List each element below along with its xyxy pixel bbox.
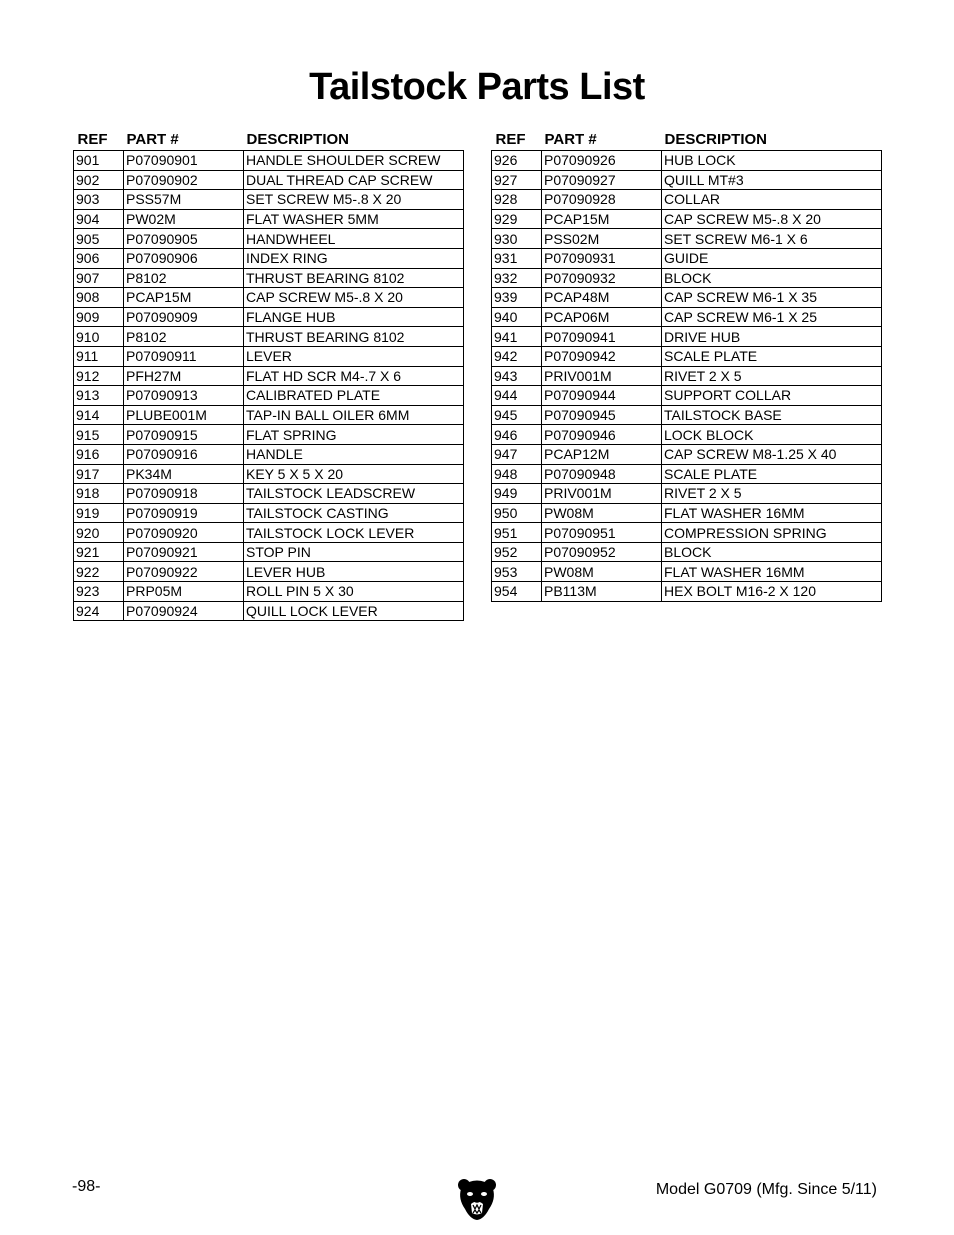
description-cell: QUILL MT#3 bbox=[662, 170, 882, 190]
description-cell: DUAL THREAD CAP SCREW bbox=[244, 170, 464, 190]
description-cell: CAP SCREW M8-1.25 X 40 bbox=[662, 444, 882, 464]
table-row bbox=[74, 307, 464, 327]
table-row bbox=[492, 503, 882, 523]
table-row bbox=[74, 346, 464, 366]
part-number-cell: PW08M bbox=[542, 503, 662, 523]
ref-cell: 911 bbox=[74, 346, 124, 366]
table-row bbox=[74, 542, 464, 562]
table-row bbox=[74, 190, 464, 210]
table-row bbox=[492, 151, 882, 171]
part-number-cell: P07090922 bbox=[124, 562, 244, 582]
table-row bbox=[74, 366, 464, 386]
part-number-cell: P07090906 bbox=[124, 248, 244, 268]
column-header-description: DESCRIPTION bbox=[246, 131, 350, 148]
part-number-cell: P07090921 bbox=[124, 542, 244, 562]
ref-cell: 948 bbox=[492, 464, 542, 484]
description-cell: INDEX RING bbox=[244, 248, 464, 268]
table-row bbox=[74, 229, 464, 249]
ref-cell: 949 bbox=[492, 484, 542, 504]
ref-cell: 917 bbox=[74, 464, 124, 484]
bear-head-logo-graphic bbox=[457, 1177, 497, 1221]
parts-table-left-body bbox=[74, 151, 464, 621]
part-number-cell: P07090951 bbox=[542, 523, 662, 543]
ref-cell: 950 bbox=[492, 503, 542, 523]
table-row bbox=[492, 582, 882, 602]
part-number-cell: P07090909 bbox=[124, 307, 244, 327]
part-number-cell: PSS57M bbox=[124, 190, 244, 210]
table-row bbox=[492, 268, 882, 288]
description-cell: QUILL LOCK LEVER bbox=[244, 601, 464, 621]
part-number-cell: PCAP12M bbox=[542, 444, 662, 464]
part-number-cell: P07090915 bbox=[124, 425, 244, 445]
table-row bbox=[492, 542, 882, 562]
table-row bbox=[492, 209, 882, 229]
ref-cell: 909 bbox=[74, 307, 124, 327]
ref-cell: 944 bbox=[492, 386, 542, 406]
description-cell: SET SCREW M5-.8 X 20 bbox=[244, 190, 464, 210]
part-number-cell: P07090941 bbox=[542, 327, 662, 347]
model-info: Model G0709 (Mfg. Since 5/11) bbox=[655, 1181, 877, 1198]
page-title: Tailstock Parts List bbox=[309, 66, 645, 108]
table-row bbox=[492, 248, 882, 268]
description-cell: CAP SCREW M5-.8 X 20 bbox=[662, 209, 882, 229]
table-row bbox=[74, 170, 464, 190]
description-cell: HANDLE SHOULDER SCREW bbox=[244, 151, 464, 171]
table-row bbox=[74, 268, 464, 288]
description-cell: SCALE PLATE bbox=[662, 464, 882, 484]
parts-table-right-body bbox=[492, 151, 882, 602]
part-number-cell: PB113M bbox=[542, 582, 662, 602]
description-cell: BLOCK bbox=[662, 268, 882, 288]
description-cell: LOCK BLOCK bbox=[662, 425, 882, 445]
description-cell: FLANGE HUB bbox=[244, 307, 464, 327]
part-number-cell: P07090945 bbox=[542, 405, 662, 425]
description-cell: COMPRESSION SPRING bbox=[662, 523, 882, 543]
ref-cell: 919 bbox=[74, 503, 124, 523]
description-cell: CAP SCREW M5-.8 X 20 bbox=[244, 288, 464, 308]
ref-cell: 913 bbox=[74, 386, 124, 406]
part-number-cell: P07090920 bbox=[124, 523, 244, 543]
part-number-cell: PW02M bbox=[124, 209, 244, 229]
table-row bbox=[74, 523, 464, 543]
part-number-cell: PRIV001M bbox=[542, 484, 662, 504]
description-cell: HUB LOCK bbox=[662, 151, 882, 171]
column-header-part: PART # bbox=[544, 131, 597, 148]
table-row bbox=[74, 209, 464, 229]
table-row bbox=[74, 386, 464, 406]
bear-head-logo-icon bbox=[457, 1177, 497, 1221]
ref-cell: 910 bbox=[74, 327, 124, 347]
table-header-row bbox=[74, 124, 464, 151]
parts-table-right bbox=[491, 124, 882, 602]
part-number-cell: P8102 bbox=[124, 327, 244, 347]
part-number-cell: P07090918 bbox=[124, 484, 244, 504]
ref-cell: 943 bbox=[492, 366, 542, 386]
part-number-cell: P07090905 bbox=[124, 229, 244, 249]
table-row bbox=[492, 562, 882, 582]
description-cell: COLLAR bbox=[662, 190, 882, 210]
part-number-cell: PCAP15M bbox=[124, 288, 244, 308]
table-row bbox=[492, 288, 882, 308]
part-number-cell: P07090913 bbox=[124, 386, 244, 406]
ref-cell: 905 bbox=[74, 229, 124, 249]
table-row bbox=[492, 464, 882, 484]
description-cell: TAILSTOCK LOCK LEVER bbox=[244, 523, 464, 543]
description-cell: SCALE PLATE bbox=[662, 346, 882, 366]
ref-cell: 923 bbox=[74, 582, 124, 602]
part-number-cell: PCAP06M bbox=[542, 307, 662, 327]
description-cell: FLAT WASHER 16MM bbox=[662, 562, 882, 582]
ref-cell: 907 bbox=[74, 268, 124, 288]
part-number-cell: P07090931 bbox=[542, 248, 662, 268]
description-cell: FLAT HD SCR M4-.7 X 6 bbox=[244, 366, 464, 386]
description-cell: FLAT WASHER 5MM bbox=[244, 209, 464, 229]
part-number-cell: PRIV001M bbox=[542, 366, 662, 386]
ref-cell: 931 bbox=[492, 248, 542, 268]
table-header-row bbox=[492, 124, 882, 151]
ref-cell: 939 bbox=[492, 288, 542, 308]
ref-cell: 940 bbox=[492, 307, 542, 327]
ref-cell: 952 bbox=[492, 542, 542, 562]
ref-cell: 932 bbox=[492, 268, 542, 288]
table-row bbox=[492, 386, 882, 406]
table-row bbox=[492, 346, 882, 366]
part-number-cell: P07090952 bbox=[542, 542, 662, 562]
description-cell: RIVET 2 X 5 bbox=[662, 484, 882, 504]
table-row bbox=[74, 405, 464, 425]
ref-cell: 908 bbox=[74, 288, 124, 308]
description-cell: HANDLE bbox=[244, 444, 464, 464]
part-number-cell: P07090911 bbox=[124, 346, 244, 366]
part-number-cell: P07090942 bbox=[542, 346, 662, 366]
description-cell: LEVER bbox=[244, 346, 464, 366]
page-number: -98- bbox=[72, 1178, 101, 1195]
ref-cell: 920 bbox=[74, 523, 124, 543]
part-number-cell: PFH27M bbox=[124, 366, 244, 386]
description-cell: TAILSTOCK BASE bbox=[662, 405, 882, 425]
part-number-cell: P07090902 bbox=[124, 170, 244, 190]
part-number-cell: P07090946 bbox=[542, 425, 662, 445]
ref-cell: 947 bbox=[492, 444, 542, 464]
ref-cell: 914 bbox=[74, 405, 124, 425]
description-cell: LEVER HUB bbox=[244, 562, 464, 582]
ref-cell: 942 bbox=[492, 346, 542, 366]
table-row bbox=[74, 288, 464, 308]
ref-cell: 926 bbox=[492, 151, 542, 171]
column-header-description: DESCRIPTION bbox=[664, 131, 768, 148]
ref-cell: 918 bbox=[74, 484, 124, 504]
table-row bbox=[492, 405, 882, 425]
table-row bbox=[74, 444, 464, 464]
description-cell: KEY 5 X 5 X 20 bbox=[244, 464, 464, 484]
table-row bbox=[492, 190, 882, 210]
table-row bbox=[492, 444, 882, 464]
description-cell: DRIVE HUB bbox=[662, 327, 882, 347]
part-number-cell: P07090927 bbox=[542, 170, 662, 190]
ref-cell: 915 bbox=[74, 425, 124, 445]
table-row bbox=[74, 151, 464, 171]
parts-table-left bbox=[73, 124, 464, 621]
ref-cell: 945 bbox=[492, 405, 542, 425]
ref-cell: 904 bbox=[74, 209, 124, 229]
part-number-cell: PRP05M bbox=[124, 582, 244, 602]
table-row bbox=[492, 523, 882, 543]
part-number-cell: PK34M bbox=[124, 464, 244, 484]
ref-cell: 927 bbox=[492, 170, 542, 190]
description-cell: THRUST BEARING 8102 bbox=[244, 327, 464, 347]
table-row bbox=[492, 327, 882, 347]
description-cell: GUIDE bbox=[662, 248, 882, 268]
table-row bbox=[74, 582, 464, 602]
ref-cell: 921 bbox=[74, 542, 124, 562]
part-number-cell: P07090916 bbox=[124, 444, 244, 464]
table-row bbox=[492, 307, 882, 327]
part-number-cell: P07090919 bbox=[124, 503, 244, 523]
ref-cell: 903 bbox=[74, 190, 124, 210]
part-number-cell: PCAP48M bbox=[542, 288, 662, 308]
ref-cell: 953 bbox=[492, 562, 542, 582]
table-row bbox=[74, 248, 464, 268]
description-cell: SUPPORT COLLAR bbox=[662, 386, 882, 406]
part-number-cell: PCAP15M bbox=[542, 209, 662, 229]
ref-cell: 924 bbox=[74, 601, 124, 621]
description-cell: HANDWHEEL bbox=[244, 229, 464, 249]
table-row bbox=[492, 366, 882, 386]
description-cell: SET SCREW M6-1 X 6 bbox=[662, 229, 882, 249]
table-row bbox=[74, 601, 464, 621]
table-row bbox=[492, 170, 882, 190]
part-number-cell: P07090948 bbox=[542, 464, 662, 484]
ref-cell: 930 bbox=[492, 229, 542, 249]
ref-cell: 928 bbox=[492, 190, 542, 210]
ref-cell: 912 bbox=[74, 366, 124, 386]
part-number-cell: P07090926 bbox=[542, 151, 662, 171]
part-number-cell: P07090924 bbox=[124, 601, 244, 621]
table-row bbox=[74, 327, 464, 347]
part-number-cell: PSS02M bbox=[542, 229, 662, 249]
ref-cell: 941 bbox=[492, 327, 542, 347]
column-header-part: PART # bbox=[126, 131, 179, 148]
part-number-cell: P07090901 bbox=[124, 151, 244, 171]
table-row bbox=[492, 229, 882, 249]
part-number-cell: PLUBE001M bbox=[124, 405, 244, 425]
table-row bbox=[74, 464, 464, 484]
ref-cell: 954 bbox=[492, 582, 542, 602]
description-cell: THRUST BEARING 8102 bbox=[244, 268, 464, 288]
description-cell: TAP-IN BALL OILER 6MM bbox=[244, 405, 464, 425]
ref-cell: 906 bbox=[74, 248, 124, 268]
ref-cell: 929 bbox=[492, 209, 542, 229]
description-cell: CAP SCREW M6-1 X 35 bbox=[662, 288, 882, 308]
ref-cell: 946 bbox=[492, 425, 542, 445]
description-cell: RIVET 2 X 5 bbox=[662, 366, 882, 386]
description-cell: TAILSTOCK CASTING bbox=[244, 503, 464, 523]
column-header-ref: REF bbox=[77, 131, 108, 148]
part-number-cell: PW08M bbox=[542, 562, 662, 582]
table-row bbox=[492, 484, 882, 504]
ref-cell: 916 bbox=[74, 444, 124, 464]
description-cell: HEX BOLT M16-2 X 120 bbox=[662, 582, 882, 602]
description-cell: ROLL PIN 5 X 30 bbox=[244, 582, 464, 602]
description-cell: BLOCK bbox=[662, 542, 882, 562]
table-row bbox=[74, 484, 464, 504]
description-cell: TAILSTOCK LEADSCREW bbox=[244, 484, 464, 504]
description-cell: CAP SCREW M6-1 X 25 bbox=[662, 307, 882, 327]
table-row bbox=[74, 425, 464, 445]
ref-cell: 951 bbox=[492, 523, 542, 543]
part-number-cell: P07090928 bbox=[542, 190, 662, 210]
ref-cell: 902 bbox=[74, 170, 124, 190]
ref-cell: 922 bbox=[74, 562, 124, 582]
table-row bbox=[492, 425, 882, 445]
part-number-cell: P07090932 bbox=[542, 268, 662, 288]
part-number-cell: P8102 bbox=[124, 268, 244, 288]
part-number-cell: P07090944 bbox=[542, 386, 662, 406]
column-header-ref: REF bbox=[495, 131, 526, 148]
description-cell: CALIBRATED PLATE bbox=[244, 386, 464, 406]
description-cell: STOP PIN bbox=[244, 542, 464, 562]
description-cell: FLAT WASHER 16MM bbox=[662, 503, 882, 523]
description-cell: FLAT SPRING bbox=[244, 425, 464, 445]
table-row bbox=[74, 503, 464, 523]
ref-cell: 901 bbox=[74, 151, 124, 171]
table-row bbox=[74, 562, 464, 582]
